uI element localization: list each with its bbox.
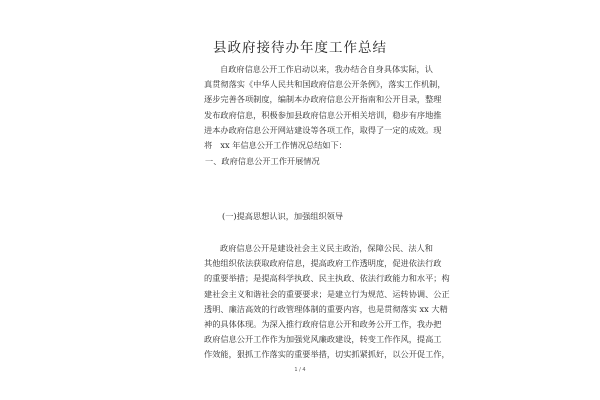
text-line: 透明、廉洁高效的行政管理体制的重要内容，也是贯彻落实 xx 大精 — [204, 303, 448, 314]
text-line: 作效能，狠抓工作落实的重要举措，切实抓紧抓好，以公开促工作， — [204, 349, 450, 360]
section-heading: 一、政府信息公开工作开展情况 — [205, 156, 320, 166]
text-line: 建社会主义和谐社会的重要要求；是建立行为规范、运转协调、公正 — [204, 288, 450, 299]
text-line: 政府信息公开是建设社会主义民主政治，保障公民、法人和 — [220, 243, 433, 253]
subsection-heading: (一)提高思想认识，加强组织领导 — [222, 211, 344, 221]
text-line: 自政府信息公开工作启动以来，我办结合自身具体实际，认 — [220, 64, 433, 74]
intro-paragraph — [204, 62, 446, 153]
text-line: 逐步完善各项制度，编制本办政府信息公开指南和公开目录，整理 — [204, 94, 442, 105]
text-line: 将 xx 年信息公开工作情况总结如下： — [204, 140, 347, 151]
page-number: 1 / 4 — [294, 367, 306, 373]
body-paragraph — [204, 241, 450, 363]
text-line: 发布政府信息，积极参加县政府信息公开相关培训，稳步有序地推 — [204, 109, 442, 120]
text-line: 政府信息公开工作作为加强党风廉政建设，转变工作作风，提高工 — [204, 334, 442, 345]
document-title: 县政府接待办年度工作总结 — [213, 40, 387, 56]
text-line: 真贯彻落实《中华人民共和国政府信息公开条例》，落实工作机制， — [204, 79, 446, 90]
text-line: 神的具体体现。为深入推行政府信息公开和政务公开工作，我办把 — [204, 319, 442, 330]
text-line: 的重要举措；是提高科学执政、民主执政、依法行政能力和水平；构 — [204, 273, 450, 284]
text-line: 进本办政府信息公开网站建设等各项工作，取得了一定的成效。现 — [204, 124, 442, 135]
text-line: 其他组织依法获取政府信息，提高政府工作透明度，促进依法行政 — [204, 258, 442, 269]
